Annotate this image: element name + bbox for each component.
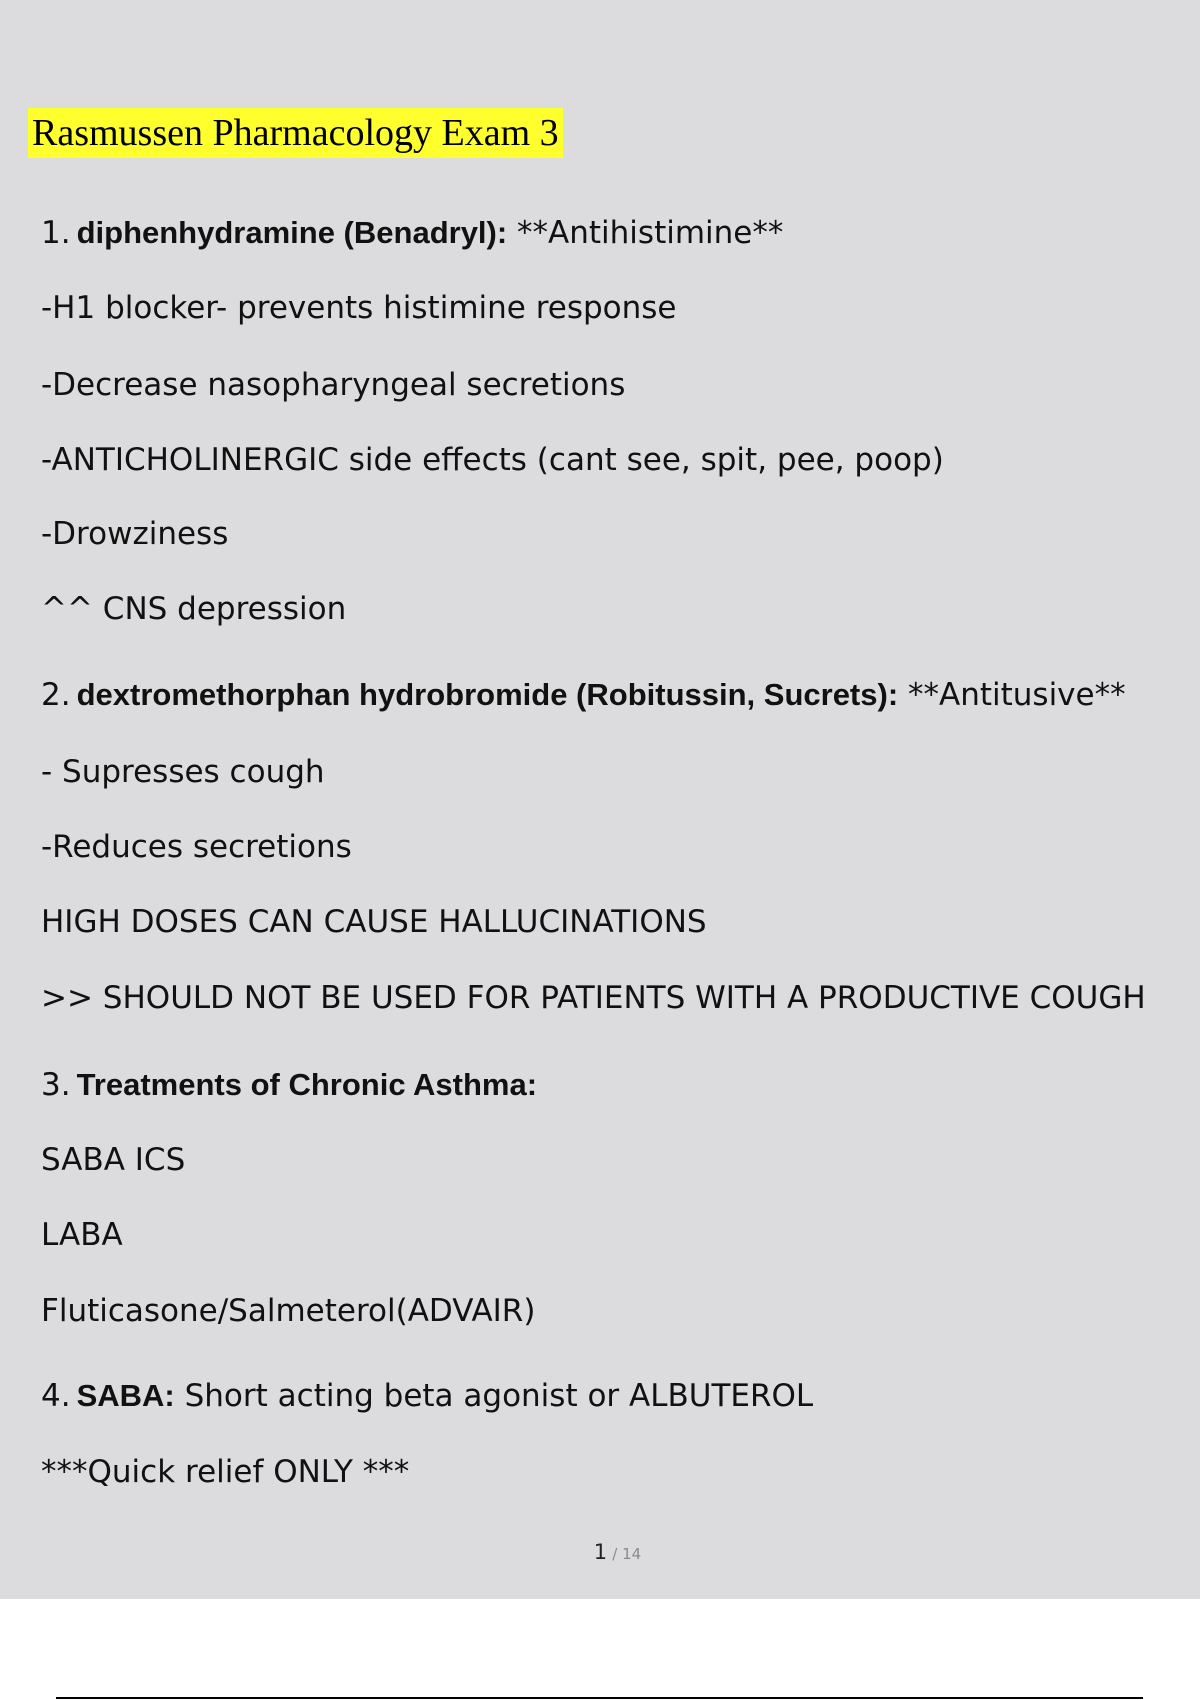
- item-line: >> SHOULD NOT BE USED FOR PATIENTS WITH A PRODUCTIVE COUGH: [41, 980, 1146, 1016]
- item-term: Treatments of Chronic Asthma:: [76, 1067, 538, 1102]
- current-page: 1: [593, 1540, 608, 1564]
- item-number: 3.: [41, 1067, 71, 1103]
- item-number: 1.: [41, 215, 71, 251]
- item-line: -Drowziness: [41, 516, 229, 552]
- item-line: - Supresses cough: [41, 754, 325, 790]
- item-description: **Antitusive**: [898, 677, 1126, 713]
- item-number: 4.: [41, 1378, 71, 1414]
- item-description: **Antihistimine**: [507, 215, 784, 251]
- total-pages: / 14: [612, 1545, 642, 1563]
- item-number: 2.: [41, 677, 71, 713]
- item-line: ***Quick relief ONLY ***: [41, 1454, 410, 1490]
- item-heading-1: [41, 213, 783, 253]
- document-title: Rasmussen Pharmacology Exam 3: [28, 108, 563, 158]
- item-line: -Decrease nasopharyngeal secretions: [41, 367, 626, 403]
- item-line: -H1 blocker- prevents histimine response: [41, 290, 677, 326]
- item-term: diphenhydramine (Benadryl):: [76, 215, 508, 250]
- page-divider: [56, 1697, 1143, 1699]
- item-line: -Reduces secretions: [41, 829, 352, 865]
- item-line: Fluticasone/Salmeterol(ADVAIR): [41, 1293, 536, 1329]
- item-line: SABA ICS: [41, 1142, 186, 1178]
- item-line: LABA: [41, 1217, 123, 1253]
- item-line: -ANTICHOLINERGIC side effects (cant see, spit, pee, poop): [41, 442, 944, 478]
- item-heading-2: [41, 675, 1126, 715]
- page-indicator: [0, 1540, 1200, 1564]
- item-term: dextromethorphan hydrobromide (Robitussin, Sucrets):: [76, 677, 899, 712]
- item-heading-4: [41, 1376, 813, 1416]
- item-line: ^^ CNS depression: [41, 591, 347, 627]
- item-line: HIGH DOSES CAN CAUSE HALLUCINATIONS: [41, 904, 707, 940]
- item-term: SABA:: [76, 1378, 175, 1413]
- item-description: Short acting beta agonist or ALBUTEROL: [174, 1378, 814, 1414]
- item-heading-3: [41, 1065, 537, 1105]
